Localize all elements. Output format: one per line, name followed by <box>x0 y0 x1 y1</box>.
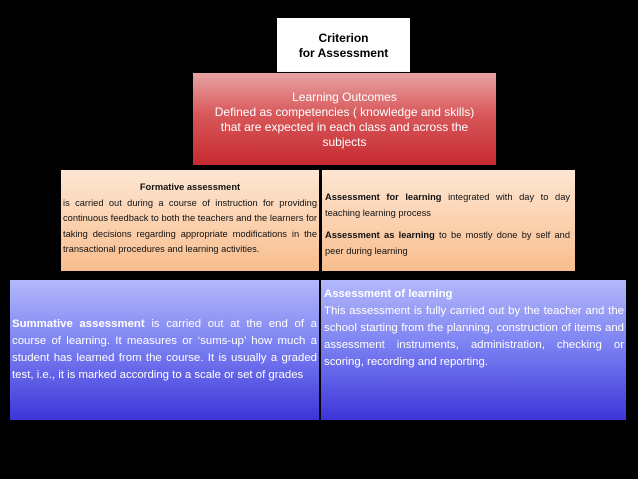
assessment-of-body: This assessment is fully carried out by the teacher and the school starting from the planning, construction of items and assessment instruments, administration, checking or scoring, recording and reporting. <box>324 305 624 368</box>
formative-title: Formative assessment <box>139 182 241 192</box>
summative-assessment-box <box>10 280 319 420</box>
assessment-for-title: Assessment for learning <box>325 192 442 202</box>
criterion-line2: for Assessment <box>298 46 389 60</box>
learning-outcomes-line1: Learning Outcomes <box>292 90 397 104</box>
formative-body: is carried out during a course of instruction for providing continuous feedback to both the teachers and the learners for taking decisions regarding appropriate modifications in the transactional procedures and learning activities. <box>63 197 317 254</box>
assessment-as-learning <box>325 228 570 259</box>
criterion-box <box>277 18 410 72</box>
learning-outcomes-line2: Defined as competencies ( knowledge and skills) <box>214 105 475 119</box>
learning-outcomes-line3: that are expected in each class and across the <box>220 120 469 134</box>
learning-outcomes-line4: subjects <box>322 135 367 149</box>
learning-outcomes-box <box>193 73 496 165</box>
assessment-as-title: Assessment as learning <box>325 230 435 240</box>
assessment-for-learning <box>325 190 570 221</box>
summative-body: is carried out at the end of a course of learning. It measures or ‘sums-up’ how much a student has learned from the course. It is usually a graded test, i.e., it is marked according to a scale or set of grades <box>12 318 317 381</box>
formative-assessment-box <box>61 170 319 271</box>
assessment-of-learning-box <box>321 280 626 420</box>
assessment-for-as-learning-box <box>322 170 575 271</box>
assessment-for-body: integrated with day to day teaching learning process <box>325 192 571 218</box>
assessment-of-title: Assessment of learning <box>324 288 453 300</box>
summative-title: Summative assessment <box>12 318 145 330</box>
assessment-as-body: to be mostly done by self and peer during learning <box>325 230 571 256</box>
criterion-line1: Criterion <box>318 31 369 45</box>
